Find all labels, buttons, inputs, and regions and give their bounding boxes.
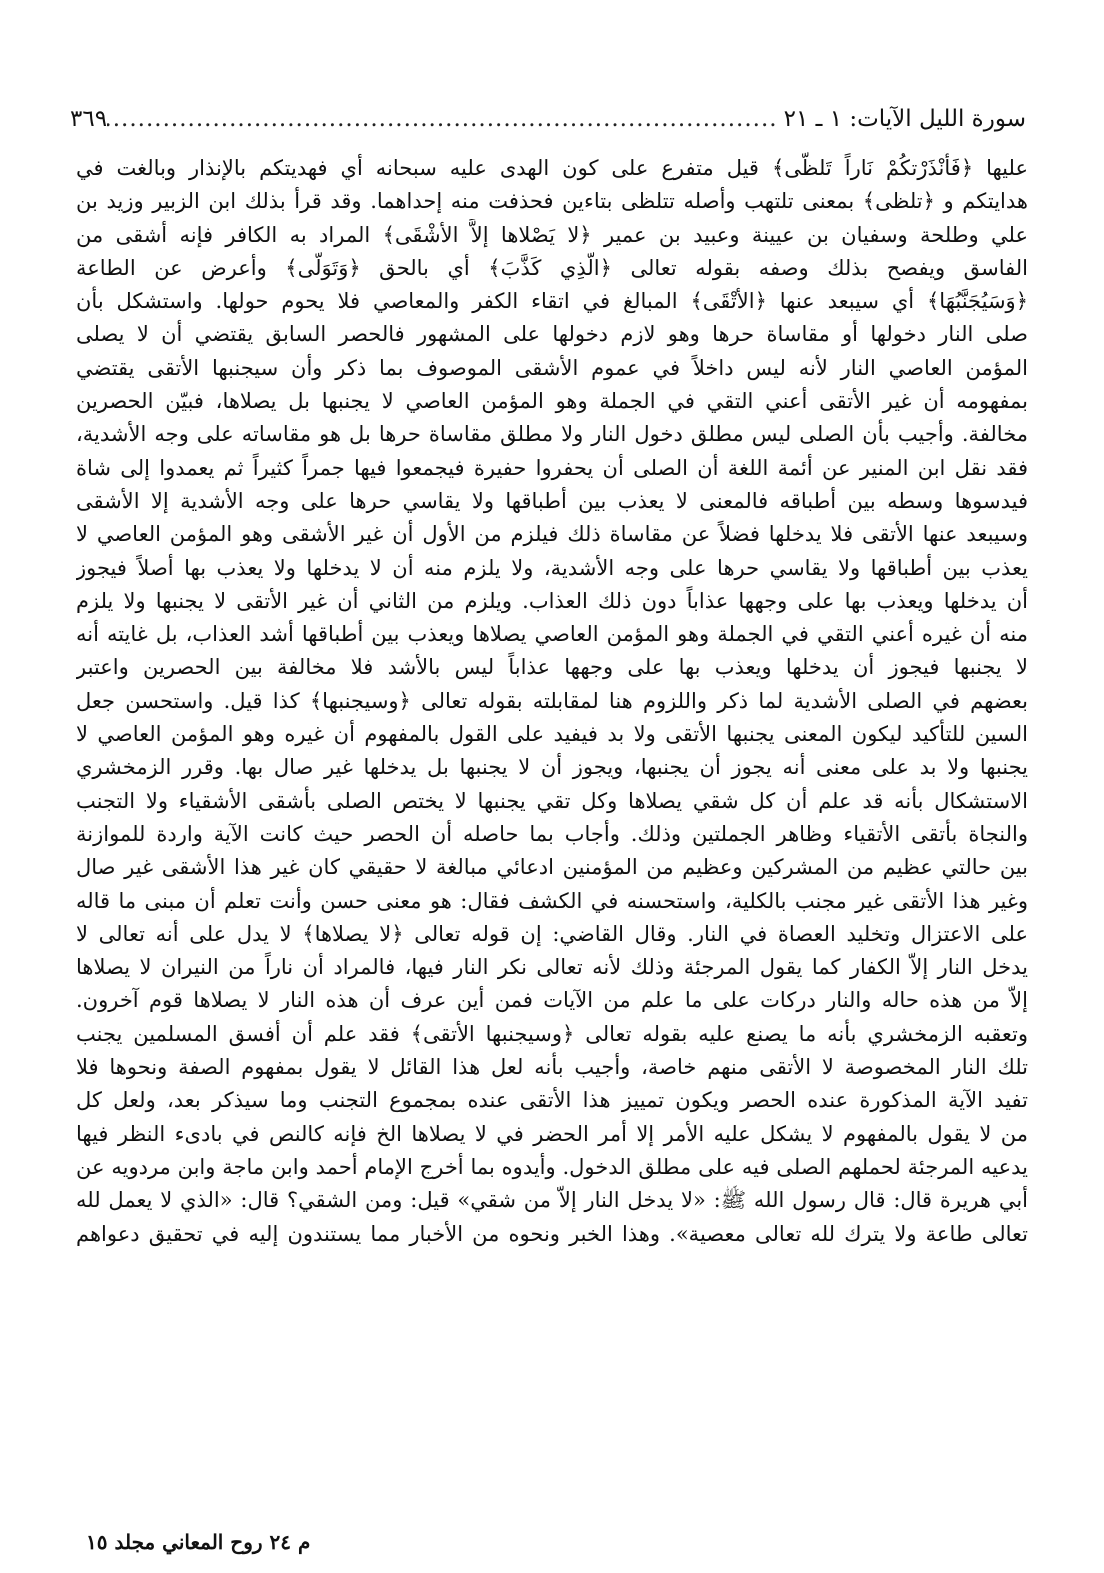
text-line: يجنبها ولا بد على معنى أنه يجوز أن يجنبها، ويجوز أن لا يجنبها بل يدخلها غير صال بها. وقرر الزمخشري — [76, 755, 1028, 780]
text-line: منه أن غيره أعني التقي في الجملة وهو المؤمن العاصي يصلاها ويعذب بين أطباقها أشد العذاب، بل غايته أنه — [76, 622, 1028, 647]
footer-signature: م ٢٤ روح المعاني مجلد ١٥ — [86, 1530, 311, 1554]
running-header — [70, 98, 1026, 132]
text-line: صلى النار دخولها أو مقاساة حرها وهو لازم دخولها على المشهور فالحصر السابق يقتضي أن لا يصلى — [76, 322, 1028, 347]
text-line: بعضهم في الصلى الأشدية لما ذكر واللزوم هنا لمقابلته بقوله تعالى ﴿وسيجنبها﴾ كذا قيل. واستحسن جعل — [76, 688, 1028, 713]
text-line: أبي هريرة قال: قال رسول الله ﷺ: «لا يدخل النار إلاّ من شقي» قيل: ومن الشقي؟ قال: «الذي لا يعمل لله — [76, 1188, 1028, 1213]
text-line: فقد نقل ابن المنير عن أئمة اللغة أن الصلى أن يحفروا حفيرة فيجمعوا فيها جمراً كثيراً ثم يعمدوا إلى شاة — [76, 455, 1028, 480]
text-line: السين للتأكيد ليكون المعنى يجنبها الأتقى ولا بد فيفيد على القول بالمفهوم أن غيره وهو المؤمن العاصي لا — [76, 722, 1028, 747]
text-line: عليها ﴿فَأَنْذَرْتكُمْ نَاراً تَلظّى﴾ قيل متفرع على كون الهدى عليه سبحانه أي فهديتكم بالإنذار وبالغت في — [76, 156, 1028, 180]
text-line: علي وطلحة وسفيان بن عيينة وعبيد بن عمير ﴿لا يَصْلاها إلاَّ الأشْقَى﴾ المراد به الكافر فإنه أشقى من — [76, 222, 1028, 247]
text-line: إلاّ من هذه حاله والنار دركات على ما علم من الآيات فمن أين عرف أن هذه النار لا يصلاها قوم آخرون. — [76, 988, 1028, 1013]
page-number: ٣٦٩ — [70, 106, 108, 132]
text-line: هدايتكم و ﴿تلظى﴾ بمعنى تلتهب وأصله تتلظى بتاءين فحذفت منه إحداهما. وقد قرأ بذلك ابن الزبير وزيد بن — [76, 189, 1028, 214]
text-line: بين حالتي عظيم من المشركين وعظيم من المؤمنين ادعائي مبالغة لا حقيقي كان غير هذا الأشقى غير صال — [76, 855, 1028, 880]
text-line: أن يدخلها ويعذب بها على وجهها عذاباً دون ذلك العذاب. ويلزم من الثاني أن غير الأتقى لا يجنبها ولا يلزم — [76, 588, 1028, 613]
text-line: مخالفة. وأجيب بأن الصلى ليس مطلق دخول النار ولا مطلق مقاساة حرها بل هو مقاساته على وجه الأشدية، — [76, 422, 1028, 447]
text-line: يعذب بين أطباقها ولا يقاسي حرها على وجه الأشدية، ولا يلزم منه أن لا يدخلها ولا يعذب بها أصلاً فيجوز — [76, 555, 1028, 580]
text-line: فيدسوها وسطه بين أطباقه فالمعنى لا يعذب بين أطباقها ولا يقاسي حرها على وجه الأشدية إلا الأشقى — [76, 488, 1028, 513]
text-line: وسيبعد عنها الأتقى فلا يدخلها فضلاً عن مقاساة ذلك فيلزم من الأول أن غير الأشقى وهو المؤمن العاصي لا — [76, 522, 1028, 547]
text-line: وتعقبه الزمخشري بأنه ما يصنع عليه بقوله تعالى ﴿وسيجنبها الأتقى﴾ فقد علم أن أفسق المسلمين يجنب — [76, 1021, 1028, 1046]
text-line: لا يجنبها فيجوز أن يدخلها ويعذب بها على وجهها عذاباً ليس بالأشد فلا مخالفة بين الحصرين واعتبر — [76, 655, 1028, 680]
text-line: الفاسق ويفصح بذلك وصفه بقوله تعالى ﴿الّذِي كَذَّبَ﴾ أي بالحق ﴿وَتَوَلّى﴾ وأعرض عن الطاعة — [76, 255, 1028, 280]
text-line: على الاعتزال وتخليد العصاة في النار. وقال القاضي: إن قوله تعالى ﴿لا يصلاها﴾ لا يدل على أنه تعالى لا — [76, 921, 1028, 946]
text-line: من لا يقول بالمفهوم لا يشكل عليه الأمر إلا أمر الحضر في لا يصلاها الخ فإنه كالنص في بادىء النظر فيها — [76, 1121, 1028, 1146]
text-line: والنجاة بأتقى الأتقياء وظاهر الجملتين وذلك. وأجاب بما حاصله أن الحصر حيث كانت الآية واردة للموازنة — [76, 821, 1028, 846]
text-line: ﴿وَسَيُجَنَّبُهَا﴾ أي سيبعد عنها ﴿الأتْقَى﴾ المبالغ في اتقاء الكفر والمعاصي فلا يحوم حولها. واستشكل بأن — [76, 289, 1028, 314]
surah-title: سورة الليل الآيات: ١ ـ ٢١ — [783, 106, 1026, 132]
text-line: بمفهومه أن غير الأتقى أعني التقي في الجملة وهو المؤمن العاصي لا يجنبها بل يصلاها، فبيّن الحصرين — [76, 389, 1028, 414]
text-line: الاستشكال بأنه قد علم أن كل شقي يصلاها وكل تقي يجنبها لا يختص الصلى بأشقى الأشقياء ولا التجنب — [76, 788, 1028, 813]
text-line: تفيد الآية المذكورة عنده الحصر ويكون تمييز هذا الأتقى عنده بمجموع التجنب وما سيذكر بعد، ولعل كل — [76, 1088, 1028, 1113]
text-line: يدخل النار إلاّ الكفار كما يقول المرجئة وذلك لأنه تعالى نكر النار فيها، فالمراد أن ناراً من النيران لا يصلاها — [76, 955, 1028, 980]
text-line: المؤمن العاصي النار لأنه ليس داخلاً في عموم الأشقى الموصوف بما ذكر وأن سيجنبها الأتقى يقتضي — [76, 355, 1028, 380]
text-line: تلك النار المخصوصة لا الأتقى منهم خاصة، وأجيب بأنه لعل هذا القائل لا يقول بمفهوم الصفة ونحوها فلا — [76, 1055, 1028, 1080]
text-line: يدعيه المرجئة لحملهم الصلى فيه على مطلق الدخول. وأيدوه بما أخرج الإمام أحمد وابن ماجة وابن مردويه عن — [76, 1154, 1028, 1179]
text-line: وغير هذا الأتقى غير مجنب بالكلية، واستحسنه في الكشف فقال: هو معنى حسن وأنت تعلم أن مبنى ما قاله — [76, 888, 1028, 913]
leader-dots — [107, 106, 784, 132]
text-line: تعالى طاعة ولا يترك لله تعالى معصية». وهذا الخبر ونحوه من الأخبار مما يستندون إليه في تحقيق دعواهم — [76, 1221, 1028, 1246]
body-text — [76, 152, 1028, 1512]
